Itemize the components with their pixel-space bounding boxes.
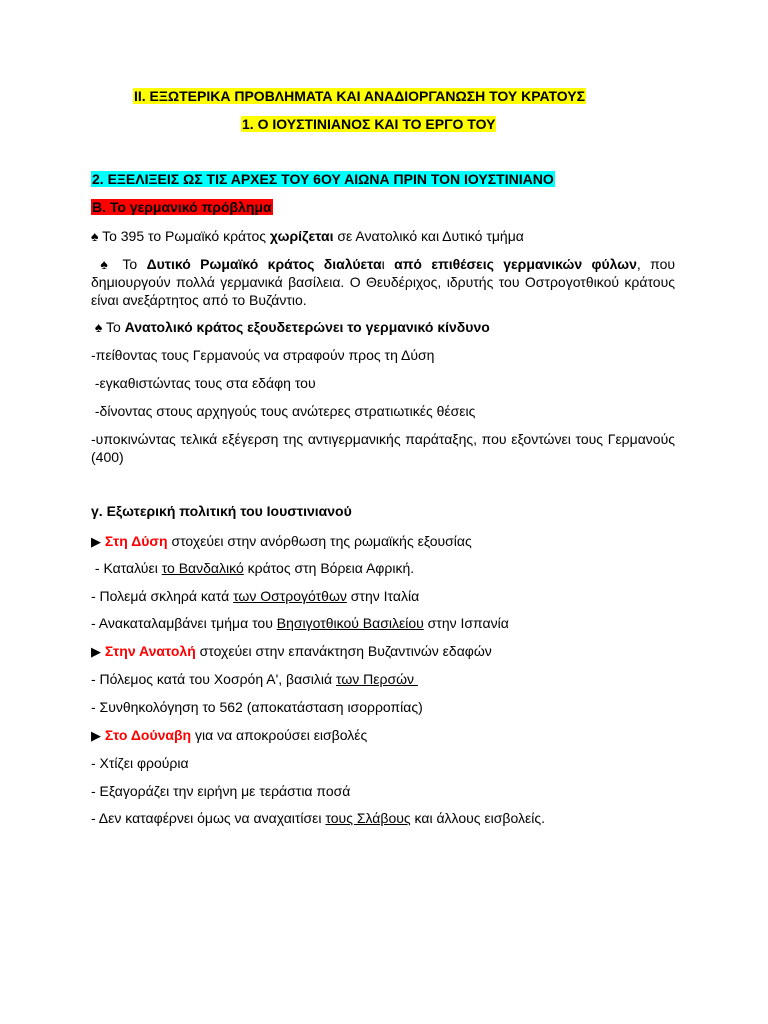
list-item: -υποκινώντας τελικά εξέγερση της αντιγερμανικής παράταξης, που εξοντώνει τους Γερμανούς (400): [91, 431, 675, 465]
arrow-right-icon: ▶: [91, 534, 101, 549]
paragraph-western-empire: ♠ Το Δυτικό Ρωμαϊκό κράτος διαλύεται από επιθέσεις γερμανικών φύλων, που δημιουργούν πολλά γερμανικά βασίλεια. Ο Θευδέριχος, ιδρυτής του Οστρογοτθικού κράτους είναι ανεξάρτητος από το Βυζάντιο.: [91, 256, 676, 308]
paragraph-eastern-empire: ♠ Το Ανατολικό κράτος εξουδετερώνει το γερμανικό κίνδυνο: [94, 319, 490, 335]
section-b-heading: Β. Το γερμανικό πρόβλημα: [92, 199, 272, 215]
spade-icon: ♠: [100, 256, 114, 272]
east-heading: ▶ Στην Ανατολή στοχεύει στην επανάκτηση Βυζαντινών εδαφών: [91, 643, 492, 659]
section2-heading: 2. ΕΞΕΛΙΞΕΙΣ ΩΣ ΤΙΣ ΑΡΧΕΣ ΤΟΥ 6ΟΥ ΑΙΩΝΑ ΠΡΙΝ ΤΟΝ ΙΟΥΣΤΙΝΙΑΝΟ: [92, 171, 554, 187]
list-item: - Ανακαταλαμβάνει τμήμα του Βησιγοτθικού Βασιλείου στην Ισπανία: [91, 615, 509, 631]
spade-icon: ♠: [91, 228, 99, 244]
list-item: - Πόλεμος κατά του Χοσρόη Α', βασιλιά των Περσών: [91, 671, 418, 687]
arrow-right-icon: ▶: [91, 728, 101, 743]
arrow-right-icon: ▶: [91, 644, 101, 659]
list-item: -δίνοντας στους αρχηγούς τους ανώτερες στρατιωτικές θέσεις: [91, 403, 476, 419]
list-item: - Συνθηκολόγηση το 562 (αποκατάσταση ισορροπίας): [91, 699, 423, 715]
list-item: - Καταλύει το Βανδαλικό κράτος στη Βόρεια Αφρική.: [91, 560, 415, 576]
main-title: ΙΙ. ΕΞΩΤΕΡΙΚΑ ΠΡΟΒΛΗΜΑΤΑ ΚΑΙ ΑΝΑΔΙΟΡΓΑΝΩΣΗ ΤΟΥ ΚΡΑΤΟΥΣ: [134, 88, 586, 104]
paragraph-395-split: ♠ Το 395 το Ρωμαϊκό κράτος χωρίζεται σε Ανατολικό και Δυτικό τμήμα: [91, 228, 524, 244]
list-item: -εγκαθιστώντας τους στα εδάφη του: [91, 375, 316, 391]
west-heading: ▶ Στη Δύση στοχεύει στην ανόρθωση της ρωμαϊκής εξουσίας: [91, 533, 472, 549]
section-g-heading: γ. Εξωτερική πολιτική του Ιουστινιανού: [91, 503, 352, 519]
subtitle: 1. Ο ΙΟΥΣΤΙΝΙΑΝΟΣ ΚΑΙ ΤΟ ΕΡΓΟ ΤΟΥ: [242, 116, 496, 132]
list-item: - Δεν καταφέρνει όμως να αναχαιτίσει τους Σλάβους και άλλους εισβολείς.: [91, 810, 545, 826]
list-item: - Εξαγοράζει την ειρήνη με τεράστια ποσά: [91, 783, 351, 799]
list-item: - Πολεμά σκληρά κατά των Οστρογότθων στην Ιταλία: [91, 588, 420, 604]
list-item: - Χτίζει φρούρια: [91, 755, 189, 771]
list-item: -πείθοντας τους Γερμανούς να στραφούν προς τη Δύση: [91, 347, 435, 363]
spade-icon: ♠: [94, 319, 103, 335]
danube-heading: ▶ Στο Δούναβη για να αποκρούσει εισβολές: [91, 727, 368, 743]
